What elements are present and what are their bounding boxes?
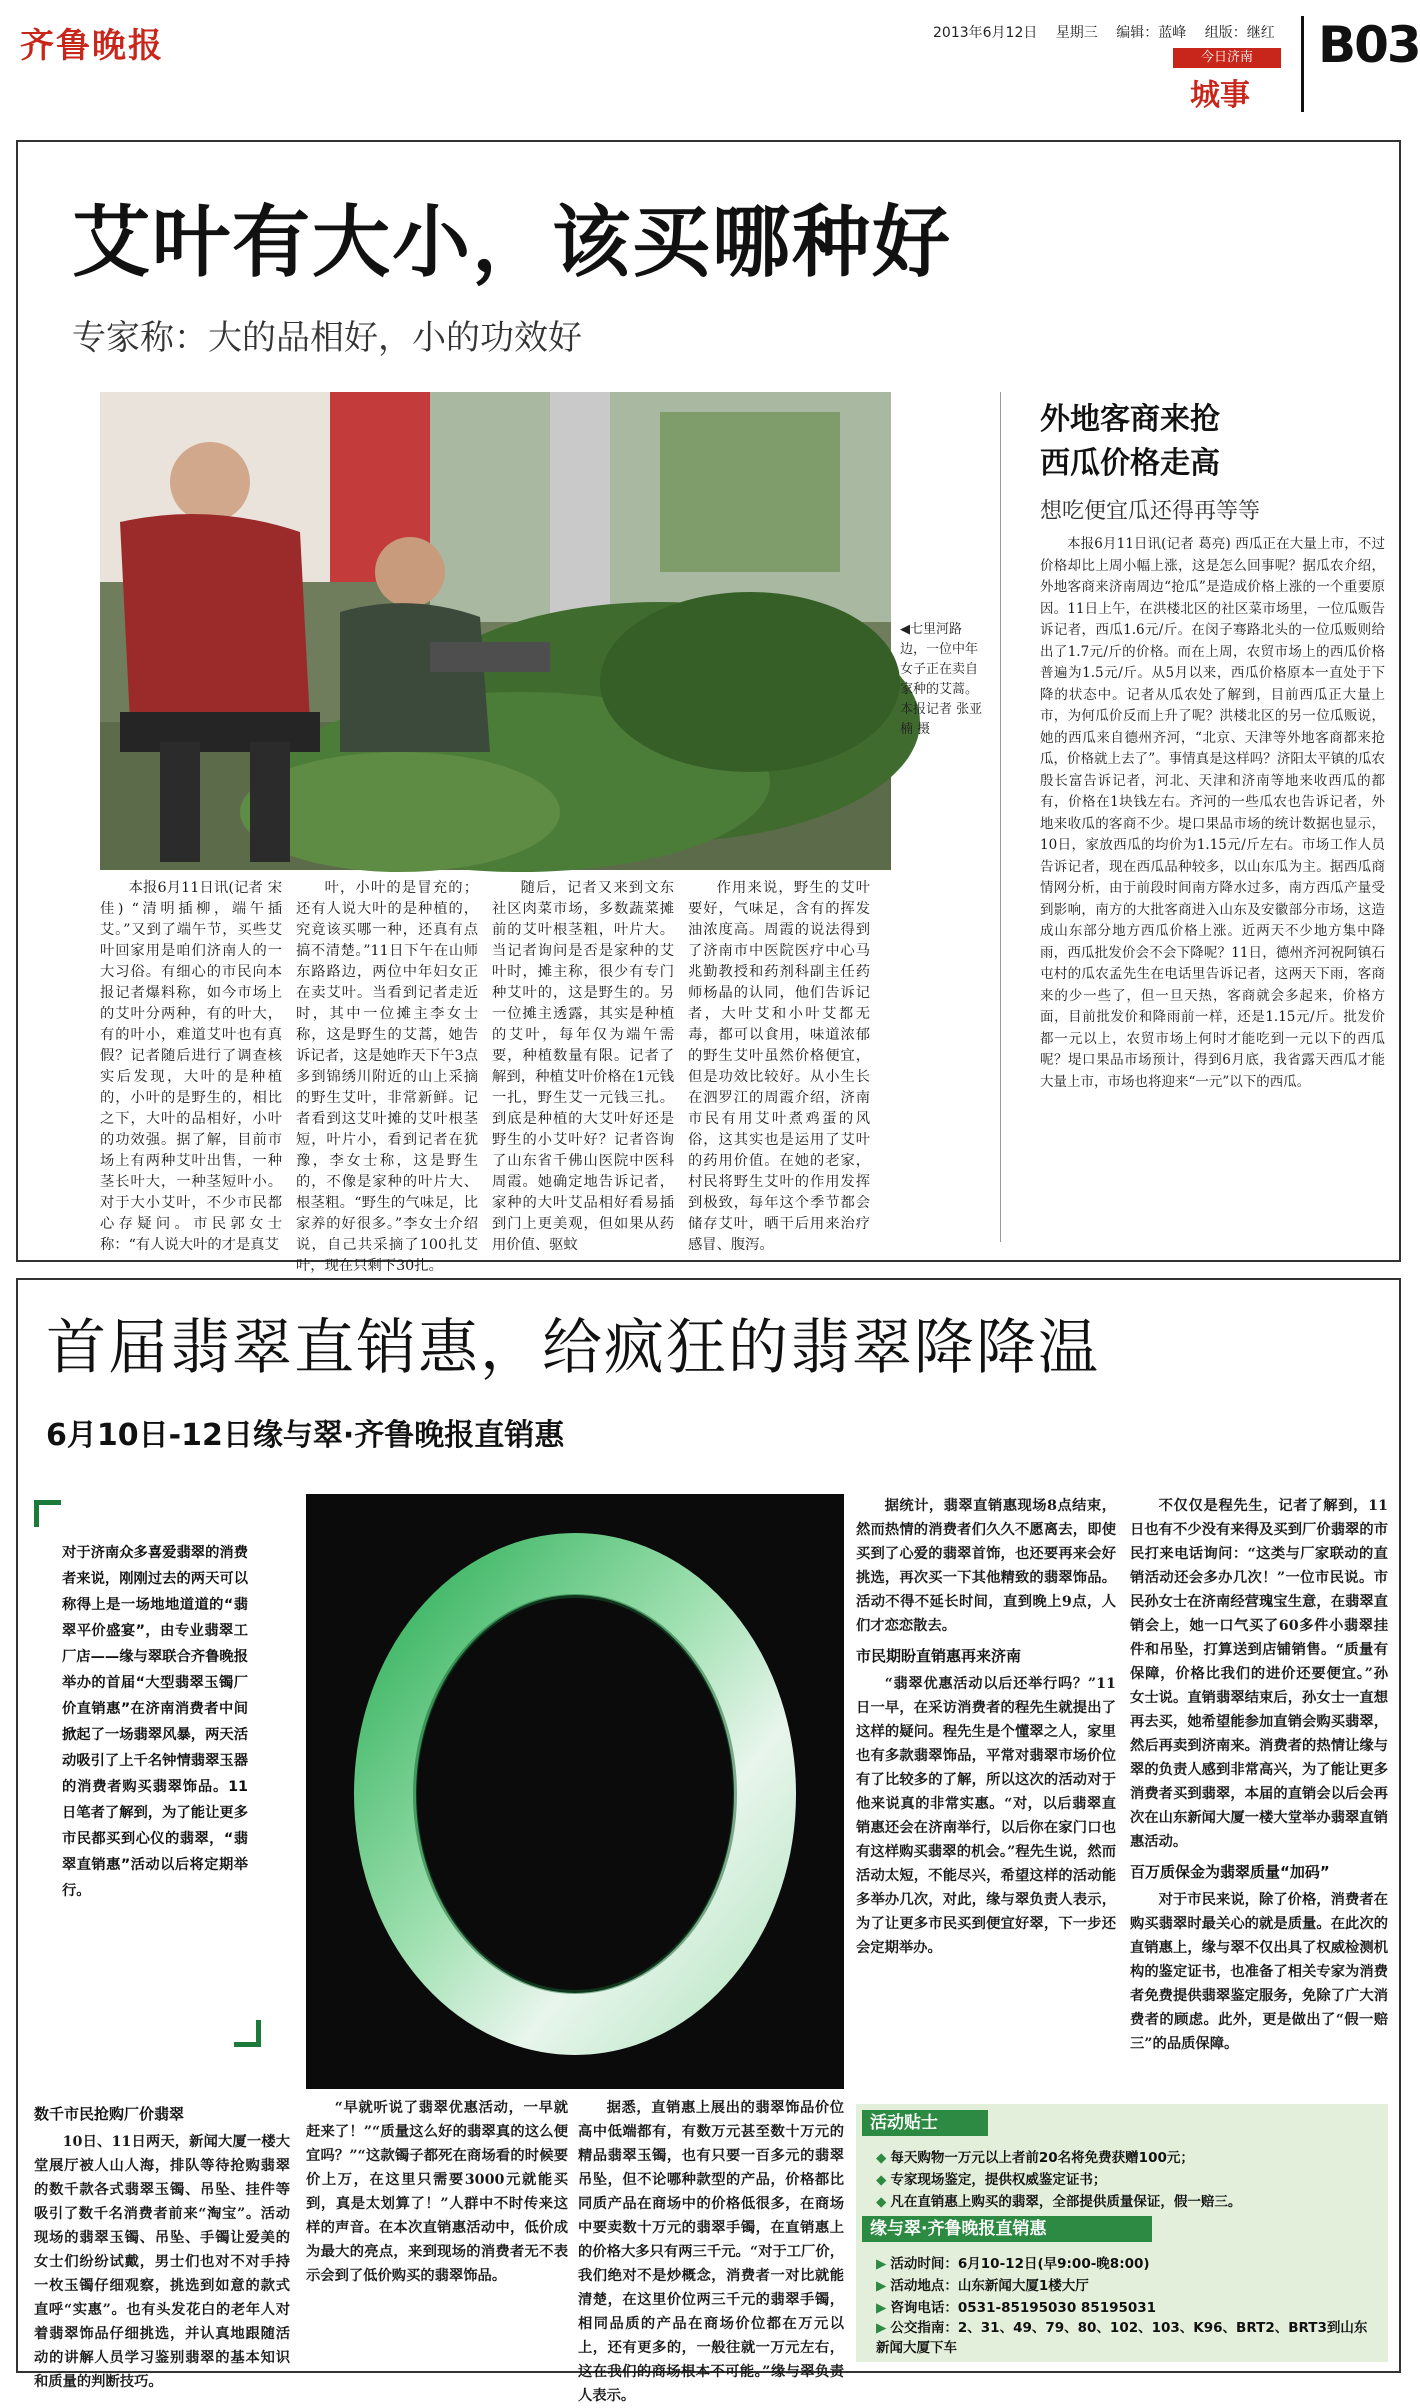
bullet-icon: ◆: [876, 2172, 887, 2188]
article-text: 本报6月11日讯(记者 宋佳) “清明插柳，端午插艾。”又到了端午节，买些艾叶回家用是咱们济南人的一大习俗。有细心的市民向本报记者爆料称，如今市场上的艾叶分两种，有的叶大，有的叶小，难道艾叶也有真假？记者随后进行了调查核实后发现，大叶的是种植的，小叶的是野生的，相比之下，大叶的品相好，小叶的功效强。据了解，目前市场上有两种艾叶出售，一种茎长叶大，一种茎短叶小。对于大小艾叶，不少市民都心存疑问。市民郭女士称：“有人说大叶的才是真艾: [100, 880, 282, 1253]
advertorial-column-1: [34, 2096, 290, 2390]
issue-layout: 组版：继红: [1204, 25, 1275, 41]
advertorial-text: 对于市民来说，除了价格，消费者在购买翡翠时最关心的就是质量。在此次的直销惠上，缘与翠不仅出具了权威检测机构的鉴定证书，也准备了相关专家为消费者免费提供翡翠鉴定服务，免除了广大消费者的顾虑。此外，更是做出了“假一赔三”的品质保障。: [1130, 1892, 1388, 2052]
sidebar-subheadline: 想吃便宜瓜还得再等等: [1040, 499, 1261, 524]
advertorial-text: “翡翠优惠活动以后还举行吗？”11日一早，在采访消费者的程先生就提出了这样的疑问。程先生是个懂翠之人，家里也有多款翡翠饰品，平常对翡翠市场价位有了比较多的了解，所以这次的活动对于他来说真的非常实惠。“对，以后翡翠直销惠还会在济南举行，以后你在家门口也有这样购买翡翠的机会。”程先生说，然而活动太短，不能尽兴，希望这样的活动能多举办几次，对此，缘与翠负责人表示，为了让更多市民买到便宜好翠，下一步还会定期举办。: [856, 1676, 1116, 1956]
advertorial-subheadline: 6月10日-12日缘与翠·齐鲁晚报直销惠: [46, 1418, 565, 1453]
arrow-icon: ▶: [876, 2256, 887, 2272]
event-title-tag: 缘与翠·齐鲁晚报直销惠: [862, 2216, 1152, 2242]
tip-item: ◆ 专家现场鉴定，提供权威鉴定证书；: [876, 2172, 1107, 2188]
header-divider: [1301, 16, 1304, 112]
article-column-4: [688, 878, 870, 1253]
masthead-logo: 齐鲁晚报: [20, 26, 164, 66]
advertorial-text: 10日、11日两天，新闻大厦一楼大堂展厅被人山人海，排队等待抢购翡翠的数千款各式翡翠玉镯、吊坠、挂件等吸引了数千名消费者前来“淘宝”。活动现场的翡翠玉镯、吊坠、手镯让爱美的女士们纷纷试戴，男士们也对不对手持一枚玉镯仔细观察，挑选到如意的款式直呼“实惠”。也有头发花白的老年人对着翡翠饰品仔细挑选，并认真地跟随活动的讲解人员学习鉴别翡翠的基本知识和质量的判断技巧。: [34, 2134, 290, 2390]
tip-item: ◆ 每天购物一万元以上者前20名将免费获赠100元；: [876, 2150, 1194, 2166]
arrow-icon: ▶: [876, 2320, 887, 2336]
advertorial-column-2: [306, 2096, 568, 2366]
article-column-3: [492, 878, 674, 1253]
article-column-1: [100, 878, 282, 1253]
jade-bangle-photo: [306, 1494, 844, 2089]
sidebar-body: [1040, 534, 1385, 1242]
advertorial-column-3: [578, 2096, 844, 2404]
advertorial-headline: 首届翡翠直销惠，给疯狂的翡翠降降温: [46, 1313, 1100, 1383]
article-text: 随后，记者又来到文东社区肉菜市场，多数蔬菜摊前的艾叶根茎粗，叶片大。当记者询问是否是家种的艾叶时，摊主称，很少有专门种艾叶的，这是野生的。另一位摊主透露，其实是种植的艾叶，每年仅为端午需要，种植数量有限。记者了解到，种植艾叶价格在1元钱一扎，野生艾一元钱三扎。到底是种植的大艾叶好还是野生的小艾叶好？记者咨询了山东省千佛山医院中医科周霞。她确定地告诉记者，家种的大叶艾品相好看易插到门上更美观，但如果从药用价值、驱蚊: [492, 880, 674, 1253]
photo-caption: ◀七里河路边，一位中年女子正在卖自家种的艾蒿。本报记者 张亚楠 摄: [900, 622, 983, 737]
news-photo-mugwort-vendors: [100, 392, 891, 870]
article-subheadline: 专家称：大的品相好，小的功效好: [72, 318, 582, 358]
article-text: 叶，小叶的是冒充的；还有人说大叶的是种植的，究竟该买哪一种，还真有点搞不清楚。”11日下午在山师东路路边，两位中年妇女正在卖艾叶。当看到记者走近时，其中一位摊主李女士称，这是野生的艾蒿，她告诉记者，这是她昨天下午3点多到锦绣川附近的山上采摘的野生艾叶，非常新鲜。记者看到这艾叶摊的艾叶根茎短，叶片小，看到记者在犹豫，李女士称，这是野生的，不像是家种的叶片大、根茎粗。“野生的气味足，比家养的好很多。”李女士介绍说，自己共采摘了100扎艾叶，现在只剩下30扎。: [296, 880, 478, 1274]
arrow-icon: ▶: [876, 2300, 887, 2316]
jade-bangle-illustration: [306, 1494, 844, 2089]
tips-tag: 活动贴士: [862, 2110, 988, 2136]
event-detail: ▶ 活动时间：6月10-12日(早9:00-晚8:00): [876, 2256, 1150, 2272]
bullet-icon: ◆: [876, 2150, 887, 2166]
section-subhead: 市民期盼直销惠再来济南: [856, 1647, 1022, 1665]
issue-info: [933, 22, 1289, 42]
tip-item: ◆ 凡在直销惠上购买的翡翠，全部提供质量保证，假一赔三。: [876, 2194, 1242, 2210]
advertorial-column-5: [1130, 1494, 1388, 2090]
event-detail: ▶ 咨询电话：0531-85195030 85195031: [876, 2300, 1157, 2316]
sidebar-divider: [1000, 392, 1001, 1242]
article-column-2: [296, 878, 478, 1274]
sidebar-text: 本报6月11日讯(记者 葛亮) 西瓜正在大量上市，不过价格却比上周小幅上涨，这是怎么回事呢？据瓜农介绍，外地客商来济南周边“抢瓜”是造成价格上涨的一个重要原因。11日上午，在洪楼北区的社区菜市场里，一位瓜贩告诉记者，西瓜1.6元/斤。在闵子骞路北头的一位瓜贩则给出了1.7元/斤的价格。而在上周，农贸市场上的西瓜价格普遍为1.5元/斤。从5月以来，西瓜价格原本一直处于下降的状态中。记者从瓜农处了解到，目前西瓜正大量上市，为何瓜价反而上升了呢？洪楼北区的另一位瓜贩说，她的西瓜来自德州齐河，“北京、天津等外地客商都来抢瓜，价格就上去了”。事情真是这样吗？济阳太平镇的瓜农殷长富告诉记者，河北、天津和济南等地来收西瓜的都有，价格在1块钱左右。齐河的一些瓜农也告诉记者，外地来收瓜的客商不少。堤口果品市场的统计数据也显示，10日，家放西瓜的均价为1.15元/斤左右。市场工作人员告诉记者，现在西瓜品种较多，以山东瓜为主。据西瓜商情网分析，由于前段时间南方降水过多，南方西瓜产量受到影响，南方的大批客商进入山东及安徽部分市场，这造成山东部分地方西瓜价格上涨。近两天不少地方集中降雨，西瓜批发价会不会下降呢？11日，德州齐河祝阿镇石屯村的瓜农孟先生在电话里告诉记者，这两天下雨，客商来的少一些了，但一旦天热，客商就会多起来，价格方面，目前批发价和降雨前一样，还是1.15元/斤。批发价都一元以上，农贸市场上何时才能吃到一元以下的西瓜呢？堤口果品市场预计，得到6月底，我省露天西瓜才能大量上市，市场也将迎来“一元”以下的西瓜。: [1040, 536, 1385, 1090]
sidebar-headline-line2: 西瓜价格走高: [1040, 446, 1220, 481]
advertorial-column-4: [856, 1494, 1116, 2090]
photo-illustration: [100, 392, 891, 870]
bracket-decoration: [34, 1500, 61, 1527]
page-number: B03: [1318, 16, 1420, 74]
section-subhead: 数千市民抢购厂价翡翠: [34, 2105, 185, 2123]
issue-date: 2013年6月12日: [933, 25, 1038, 41]
issue-editor: 编辑：蓝峰: [1116, 25, 1187, 41]
event-detail: ▶ 公交指南：2、31、49、79、80、102、103、K96、BRT2、BRT3到山东新闻大厦下车: [876, 2320, 1368, 2356]
article-headline: 艾叶有大小，该买哪种好: [72, 198, 953, 288]
sidebar-headline: [1040, 398, 1220, 486]
arrow-icon: ▶: [876, 2278, 887, 2294]
article-text: 作用来说，野生的艾叶要好，气味足，含有的挥发油浓度高。周霞的说法得到了济南市中医院医疗中心马兆勤教授和药剂科副主任药师杨晶的认同，他们告诉记者，大叶艾和小叶艾都无毒，都可以食用，味道浓郁的野生艾叶虽然价格便宜，但是功效比较好。从小生长在泗罗江的周霞介绍，济南市民有用艾叶煮鸡蛋的风俗，这其实也是运用了艾叶的药用价值。在她的老家，村民将野生艾叶的作用发挥到极致，每年这个季节都会储存艾叶，晒干后用来治疗感冒、腹泻。: [688, 880, 870, 1253]
advertorial-text: “早就听说了翡翠优惠活动，一早就赶来了！”“质量这么好的翡翠真的这么便宜吗？”“这款镯子都死在商场看的时候要价上万，在这里只需要3000元就能买到，真是太划算了！”人群中不时传来这样的声音。在本次直销惠活动中，低价成为最大的亮点，来到现场的消费者无不表示会到了低价购买的翡翠饰品。: [306, 2100, 568, 2284]
advertorial-text: 据统计，翡翠直销惠现场8点结束，然而热情的消费者们久久不愿离去，即使买到了心爱的翡翠首饰，也还要再来会好挑选，再次买一下其他精致的翡翠饰品。活动不得不延长时间，直到晚上9点，人们才恋恋散去。: [856, 1498, 1116, 1634]
section-subhead: 百万质保金为翡翠质量“加码”: [1130, 1863, 1330, 1881]
bullet-icon: ◆: [876, 2194, 887, 2210]
section-name: 城事: [1190, 78, 1250, 113]
sidebar-headline-line1: 外地客商来抢: [1040, 402, 1220, 437]
section-tag: 今日济南: [1173, 48, 1281, 68]
advertorial-text: 不仅仅是程先生，记者了解到，11日也有不少没有来得及买到厂价翡翠的市民打来电话询问：“这类与厂家联动的直销活动还会多办几次！”一位市民说。市民孙女士在济南经营瑰宝生意，在翡翠直销会上，她一口气买了60多件小翡翠挂件和吊坠，打算送到店铺销售。“质量有保障，价格比我们的进价还要便宜。”孙女士说。直销翡翠结束后，孙女士一直想再去买，她希望能参加直销会购买翡翠，然后再卖到济南来。消费者的热情让缘与翠的负责人感到非常高兴，为了能让更多消费者买到翡翠，本届的直销会以后会再次在山东新闻大厦一楼大堂举办翡翠直销惠活动。: [1130, 1498, 1388, 1850]
advertorial-text: 据悉，直销惠上展出的翡翠饰品价位高中低端都有，有数万元甚至数十万元的精品翡翠玉镯，也有只要一百多元的翡翠吊坠，但不论哪种款型的产品，价格都比同质产品在商场中的价格低很多，在商场中要卖数十万元的翡翠手镯，在直销惠上的价格大多只有两三千元。“对于工厂价，我们绝对不是炒概念，消费者一对比就能清楚，在这里价位两三千元的翡翠手镯，相同品质的产品在商场价位都在万元以上，还有更多的，一般往就一万元左右，这在我们的商场根本不可能。”缘与翠负责人表示。: [578, 2100, 844, 2404]
event-detail: ▶ 活动地点：山东新闻大厦1楼大厅: [876, 2278, 1089, 2294]
bracket-decoration: [234, 2020, 261, 2047]
advertorial-intro: 对于济南众多喜爱翡翠的消费者来说，刚刚过去的两天可以称得上是一场地地道道的“翡翠平价盛宴”，由专业翡翠工厂店——缘与翠联合齐鲁晚报举办的首届“大型翡翠玉镯厂价直销惠”在济南消费者中间掀起了一场翡翠风暴，两天活动吸引了上千名钟情翡翠玉器的消费者购买翡翠饰品。11日笔者了解到，为了能让更多市民都买到心仪的翡翠，“翡翠直销惠”活动以后将定期举行。: [62, 1545, 248, 1899]
issue-weekday: 星期三: [1055, 25, 1098, 41]
